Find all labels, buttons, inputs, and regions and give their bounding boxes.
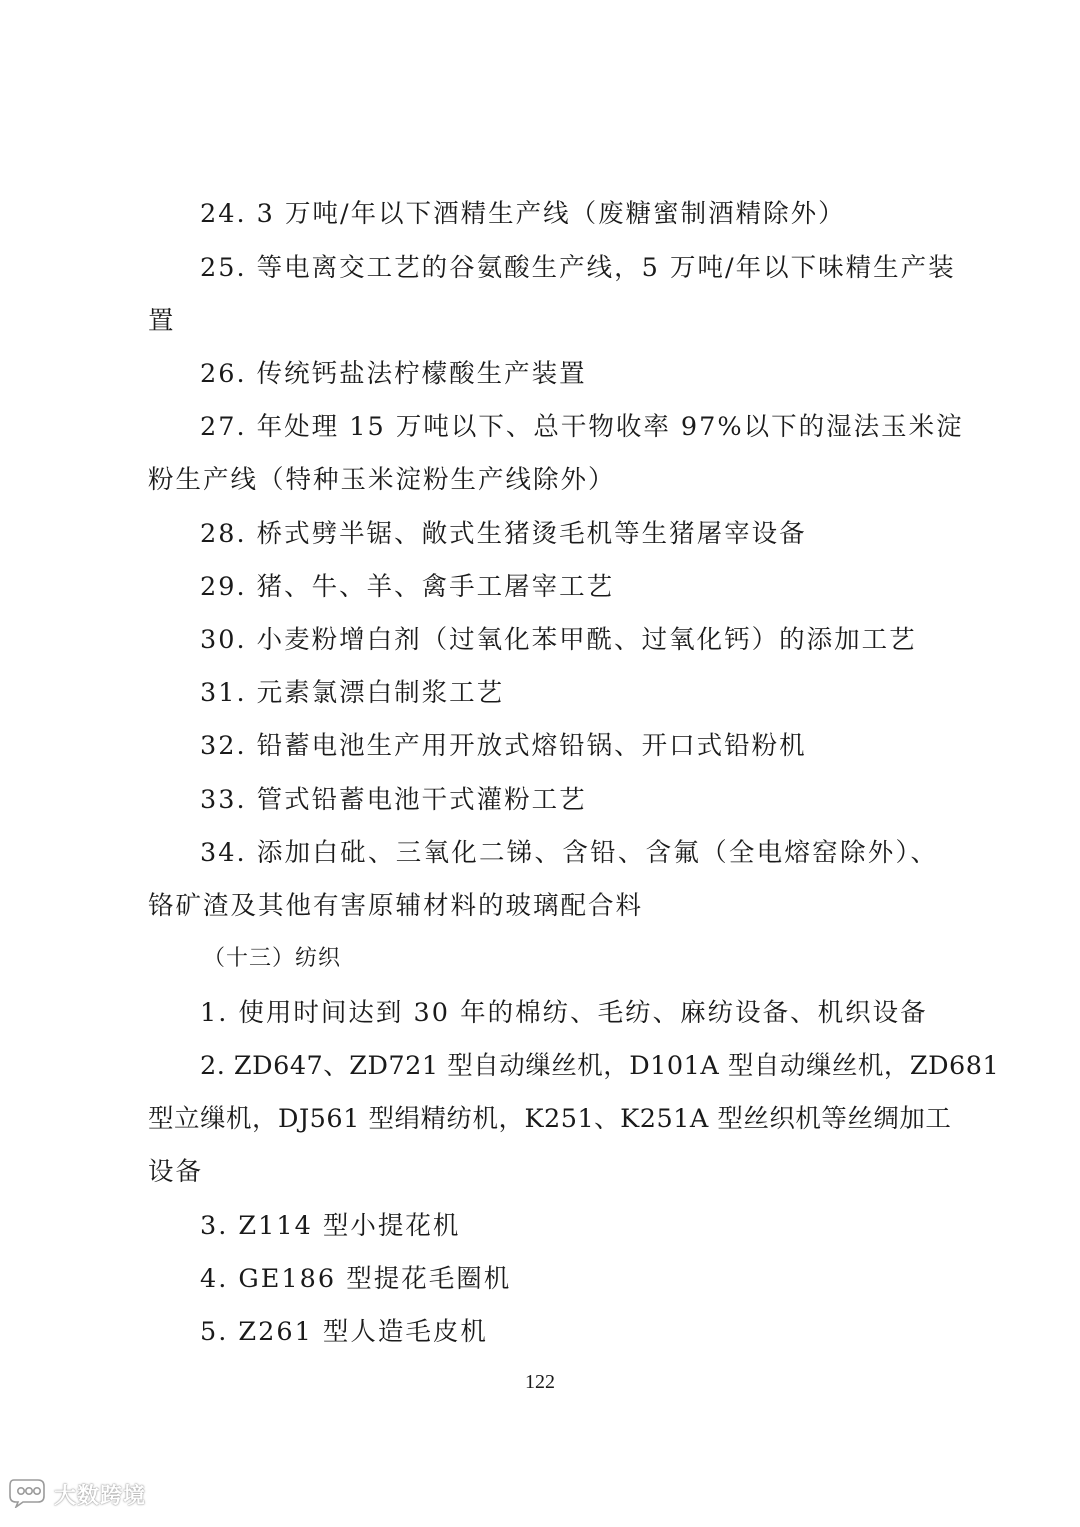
list-item-32: 32. 铅蓄电池生产用开放式熔铅锅、开口式铅粉机	[200, 731, 807, 761]
textile-item-2: 2. ZD647、ZD721 型自动缫丝机，D101A 型自动缫丝机，ZD681	[200, 1051, 1000, 1081]
section-heading-textile: （十三）纺织	[203, 946, 342, 971]
list-item-34: 34. 添加白砒、三氧化二锑、含铅、含氟（全电熔窑除外）、	[200, 838, 938, 868]
textile-item-5: 5. Z261 型人造毛皮机	[200, 1317, 488, 1347]
watermark-text: 大数跨境	[54, 1483, 147, 1509]
list-item-25: 25. 等电离交工艺的谷氨酸生产线，5 万吨/年以下味精生产装	[200, 253, 956, 283]
watermark	[8, 1474, 146, 1514]
textile-item-2-continued: 型立缫机，DJ561 型绢精纺机，K251、K251A 型丝织机等丝绸加工	[148, 1104, 952, 1134]
speech-bubble-logo-icon	[8, 1476, 48, 1512]
list-item-31: 31. 元素氯漂白制浆工艺	[200, 678, 505, 708]
list-item-25-continued: 置	[148, 306, 176, 336]
list-item-30: 30. 小麦粉增白剂（过氧化苯甲酰、过氧化钙）的添加工艺	[200, 625, 917, 655]
list-item-33: 33. 管式铅蓄电池干式灌粉工艺	[200, 785, 587, 815]
list-item-34-continued: 铬矿渣及其他有害原辅材料的玻璃配合料	[148, 891, 644, 921]
list-item-29: 29. 猪、牛、羊、禽手工屠宰工艺	[200, 572, 615, 602]
textile-item-4: 4. GE186 型提花毛圈机	[200, 1264, 512, 1294]
textile-item-3: 3. Z114 型小提花机	[200, 1211, 461, 1241]
list-item-28: 28. 桥式劈半锯、敞式生猪烫毛机等生猪屠宰设备	[200, 519, 807, 549]
textile-item-1: 1. 使用时间达到 30 年的棉纺、毛纺、麻纺设备、机织设备	[200, 998, 928, 1028]
page-number: 122	[525, 1371, 555, 1393]
list-item-27-continued: 粉生产线（特种玉米淀粉生产线除外）	[148, 465, 616, 495]
list-item-24: 24. 3 万吨/年以下酒精生产线（废糖蜜制酒精除外）	[200, 199, 846, 229]
list-item-27: 27. 年处理 15 万吨以下、总干物收率 97%以下的湿法玉米淀	[200, 412, 964, 442]
list-item-26: 26. 传统钙盐法柠檬酸生产装置	[200, 359, 587, 389]
textile-item-2-continued-end: 设备	[148, 1157, 204, 1187]
